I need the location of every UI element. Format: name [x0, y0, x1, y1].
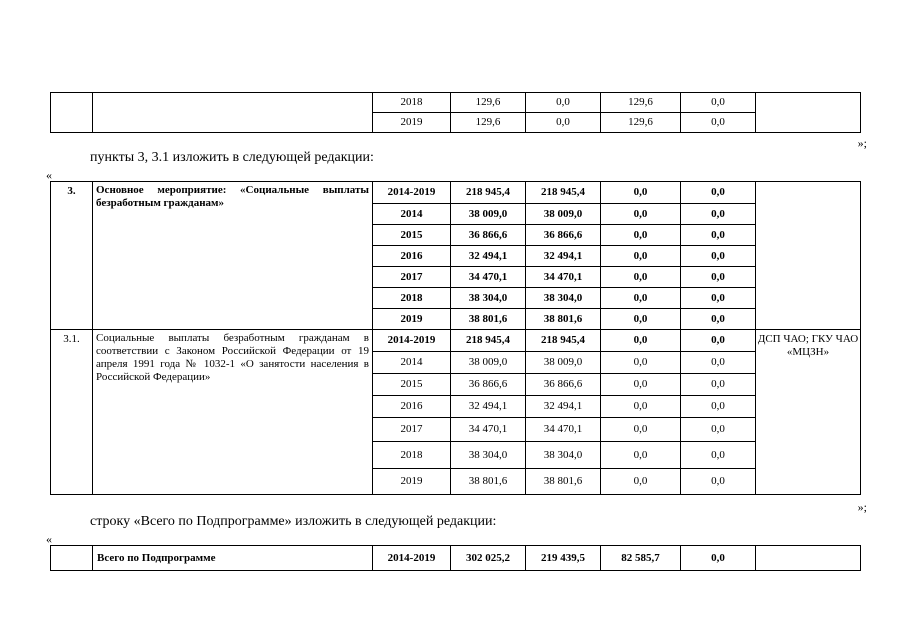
value-cell: 38 009,0 [526, 352, 601, 374]
value-cell: 0,0 [681, 352, 756, 374]
value-cell: 129,6 [601, 113, 681, 133]
total-cell: 38 801,6 [451, 309, 526, 330]
value-cell: 0,0 [601, 352, 681, 374]
period-cell: 2019 [373, 469, 451, 495]
value-cell: 34 470,1 [526, 418, 601, 442]
total-cell: 129,6 [451, 93, 526, 113]
value-cell: 129,6 [601, 93, 681, 113]
value-cell: 218 945,4 [526, 182, 601, 204]
period-cell: 2015 [373, 374, 451, 396]
table-row [51, 330, 861, 352]
period-cell: 2014 [373, 352, 451, 374]
value-cell: 0,0 [681, 246, 756, 267]
value-cell: 0,0 [601, 204, 681, 225]
value-cell: 36 866,6 [526, 225, 601, 246]
period-cell: 2018 [373, 442, 451, 469]
value-cell: 38 801,6 [526, 309, 601, 330]
value-cell: 0,0 [681, 204, 756, 225]
value-cell: 0,0 [681, 288, 756, 309]
value-cell: 219 439,5 [526, 546, 601, 571]
value-cell: 36 866,6 [526, 374, 601, 396]
value-cell: 0,0 [681, 113, 756, 133]
value-cell: 0,0 [681, 418, 756, 442]
total-cell: 302 025,2 [451, 546, 526, 571]
total-cell: 34 470,1 [451, 418, 526, 442]
value-cell: 0,0 [601, 396, 681, 418]
period-cell: 2014-2019 [373, 546, 451, 571]
period-cell: 2019 [373, 309, 451, 330]
value-cell: 0,0 [681, 546, 756, 571]
table-continuation [50, 92, 861, 133]
item-name: Социальные выплаты безработным гражданам в соответствии с Законом Российской Федерации от 19 апреля 1991 года № 1032-1 «О занятости населения в Российской Федерации» [93, 330, 373, 495]
total-label: Всего по Подпрограмме [93, 546, 373, 571]
total-cell: 38 304,0 [451, 442, 526, 469]
table-row [51, 546, 861, 571]
value-cell: 0,0 [601, 330, 681, 352]
instruction-paragraph: пункты 3, 3.1 изложить в следующей редакции: [90, 150, 374, 165]
period-cell: 2016 [373, 396, 451, 418]
executor-cell: ДСП ЧАО; ГКУ ЧАО «МЦЗН» [756, 330, 861, 495]
value-cell: 0,0 [681, 374, 756, 396]
value-cell: 0,0 [526, 113, 601, 133]
total-table [50, 545, 861, 571]
value-cell: 82 585,7 [601, 546, 681, 571]
value-cell: 0,0 [601, 288, 681, 309]
total-cell: 36 866,6 [451, 374, 526, 396]
period-cell: 2014-2019 [373, 182, 451, 204]
value-cell: 38 304,0 [526, 442, 601, 469]
value-cell: 0,0 [601, 442, 681, 469]
value-cell: 32 494,1 [526, 246, 601, 267]
closing-quote-mark: »; [857, 136, 867, 150]
value-cell: 0,0 [681, 93, 756, 113]
total-cell: 129,6 [451, 113, 526, 133]
item-number: 3. [51, 182, 93, 330]
total-cell: 32 494,1 [451, 246, 526, 267]
instruction-paragraph: строку «Всего по Подпрограмме» изложить в следующей редакции: [90, 514, 497, 529]
value-cell: 0,0 [681, 330, 756, 352]
item-name: Основное мероприятие: «Социальные выплаты безработным гражданам» [93, 182, 373, 330]
value-cell: 0,0 [681, 309, 756, 330]
measures-table [50, 181, 861, 495]
opening-quote-mark: « [46, 532, 52, 546]
total-cell: 38 801,6 [451, 469, 526, 495]
total-cell: 38 304,0 [451, 288, 526, 309]
period-cell: 2015 [373, 225, 451, 246]
period-cell: 2017 [373, 418, 451, 442]
value-cell: 38 009,0 [526, 204, 601, 225]
value-cell: 0,0 [681, 396, 756, 418]
total-cell: 34 470,1 [451, 267, 526, 288]
total-cell: 38 009,0 [451, 352, 526, 374]
value-cell: 0,0 [681, 469, 756, 495]
value-cell: 0,0 [601, 182, 681, 204]
total-cell: 38 009,0 [451, 204, 526, 225]
value-cell: 38 304,0 [526, 288, 601, 309]
value-cell: 0,0 [601, 309, 681, 330]
table-row [51, 182, 861, 204]
period-cell: 2014 [373, 204, 451, 225]
total-cell: 218 945,4 [451, 182, 526, 204]
opening-quote-mark: « [46, 168, 52, 182]
value-cell: 0,0 [601, 469, 681, 495]
total-cell: 36 866,6 [451, 225, 526, 246]
total-cell: 32 494,1 [451, 396, 526, 418]
value-cell: 0,0 [681, 182, 756, 204]
total-cell: 218 945,4 [451, 330, 526, 352]
value-cell: 0,0 [601, 225, 681, 246]
value-cell: 0,0 [601, 246, 681, 267]
value-cell: 0,0 [681, 225, 756, 246]
period-cell: 2018 [373, 288, 451, 309]
period-cell: 2016 [373, 246, 451, 267]
table-row [51, 93, 861, 113]
value-cell: 218 945,4 [526, 330, 601, 352]
value-cell: 0,0 [681, 442, 756, 469]
period-cell: 2014-2019 [373, 330, 451, 352]
value-cell: 32 494,1 [526, 396, 601, 418]
value-cell: 0,0 [601, 374, 681, 396]
value-cell: 0,0 [526, 93, 601, 113]
value-cell: 38 801,6 [526, 469, 601, 495]
item-number: 3.1. [51, 330, 93, 495]
value-cell: 0,0 [681, 267, 756, 288]
period-cell: 2017 [373, 267, 451, 288]
period-cell: 2019 [373, 113, 451, 133]
period-cell: 2018 [373, 93, 451, 113]
value-cell: 0,0 [601, 418, 681, 442]
value-cell: 34 470,1 [526, 267, 601, 288]
value-cell: 0,0 [601, 267, 681, 288]
closing-quote-mark: »; [857, 500, 867, 514]
